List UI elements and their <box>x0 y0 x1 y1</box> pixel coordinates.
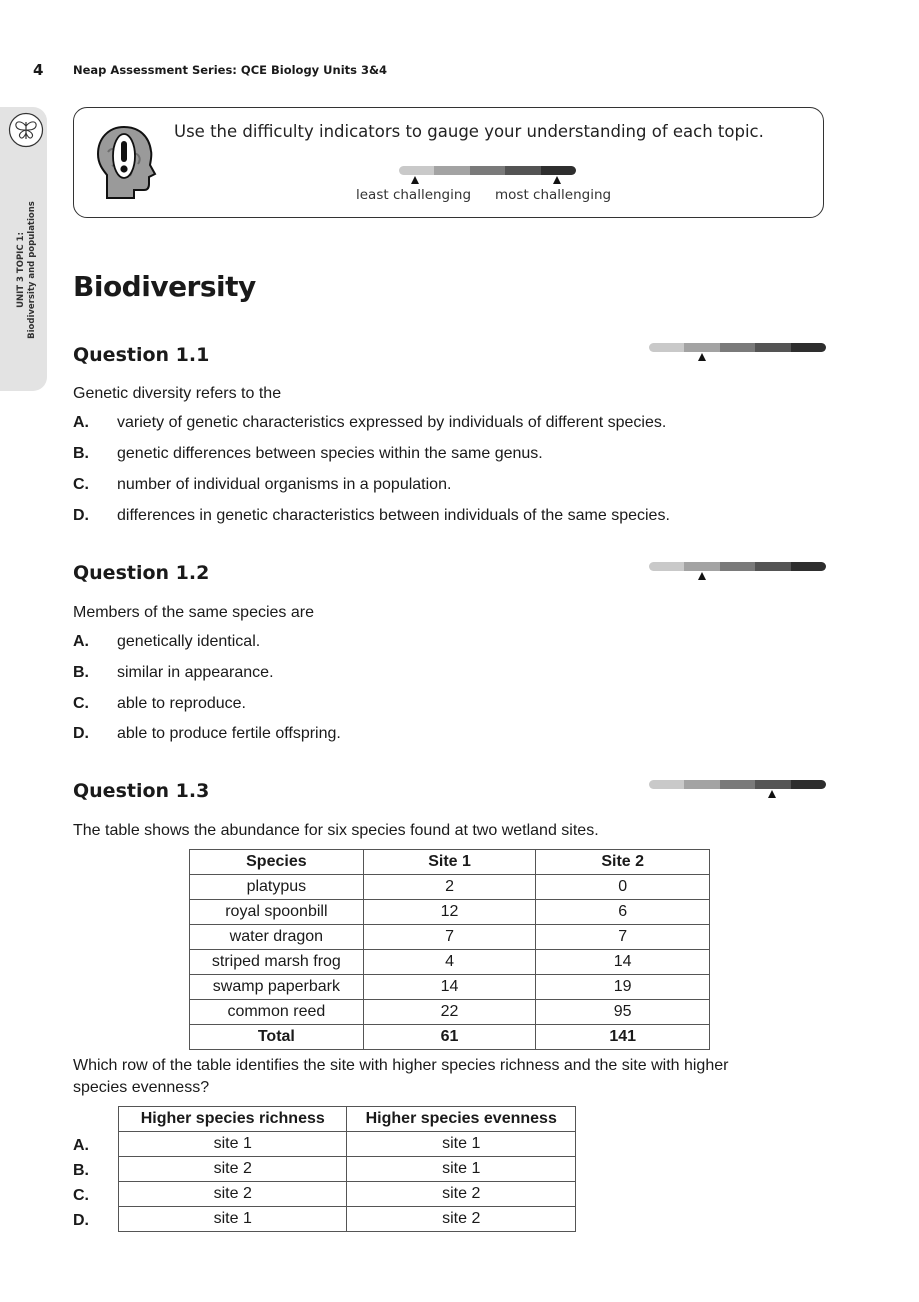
richness-cell: site 2 <box>119 1182 347 1207</box>
question-1-1-title: Question 1.1 <box>73 344 210 366</box>
table-row <box>190 900 710 925</box>
question-1-1-option-c[interactable] <box>73 476 451 494</box>
difficulty-segment <box>541 166 576 175</box>
evenness-cell: site 2 <box>347 1182 576 1207</box>
option-letter: D. <box>73 725 89 742</box>
least-arrow <box>411 176 419 184</box>
question-1-3-prompt-line-2: species evenness? <box>73 1079 210 1096</box>
answer-options-table <box>118 1106 576 1232</box>
option-letter: C. <box>73 476 89 493</box>
series-title: Neap Assessment Series: QCE Biology Units 3&4 <box>73 63 388 77</box>
difficulty-segment <box>470 166 505 175</box>
header-richness: Higher species richness <box>119 1107 347 1132</box>
least-challenging-label: least challenging <box>356 187 472 203</box>
page-header <box>33 60 387 80</box>
total-site-1: 61 <box>363 1025 536 1050</box>
species-cell: swamp paperbark <box>190 975 364 1000</box>
total-label: Total <box>190 1025 364 1050</box>
richness-cell: site 1 <box>119 1207 347 1232</box>
question-1-1-stem: Genetic diversity refers to the <box>73 385 282 402</box>
section-title: Biodiversity <box>73 270 256 303</box>
question-1-2-option-b[interactable] <box>73 664 274 682</box>
head-exclamation-icon <box>94 124 160 202</box>
difficulty-segment <box>434 166 469 175</box>
difficulty-info-box <box>73 107 824 218</box>
difficulty-segment <box>755 343 790 352</box>
site-2-cell: 95 <box>536 1000 710 1025</box>
option-text: genetically identical. <box>117 633 261 650</box>
site-1-cell: 12 <box>363 900 536 925</box>
evenness-cell: site 1 <box>347 1132 576 1157</box>
difficulty-segment <box>649 780 684 789</box>
site-1-cell: 2 <box>363 875 536 900</box>
most-arrow <box>553 176 561 184</box>
side-tab-topic: Biodiversity and populations <box>27 201 37 339</box>
difficulty-segment <box>755 780 790 789</box>
option-letter: D. <box>73 507 89 524</box>
option-letter: C. <box>73 695 89 712</box>
header-evenness: Higher species evenness <box>347 1107 576 1132</box>
answer-letter-a: A. <box>73 1137 89 1154</box>
question-1-3-title: Question 1.3 <box>73 780 210 802</box>
table-header-row <box>190 850 710 875</box>
option-text: genetic differences between species within the same genus. <box>117 445 543 462</box>
option-text: able to reproduce. <box>117 695 246 712</box>
side-tab-unit: UNIT 3 TOPIC 1: <box>16 232 26 308</box>
option-letter: B. <box>73 445 89 462</box>
option-text: differences in genetic characteristics between individuals of the same species. <box>117 507 670 524</box>
option-text: number of individual organisms in a population. <box>117 476 452 493</box>
difficulty-segment <box>505 166 540 175</box>
site-2-cell: 0 <box>536 875 710 900</box>
question-1-2-stem: Members of the same species are <box>73 604 314 621</box>
question-1-1-difficulty <box>649 343 826 352</box>
site-2-cell: 6 <box>536 900 710 925</box>
question-1-1-option-d[interactable] <box>73 507 670 525</box>
species-cell: water dragon <box>190 925 364 950</box>
butterfly-icon <box>8 112 44 148</box>
difficulty-segment <box>720 780 755 789</box>
question-1-2-difficulty <box>649 562 826 571</box>
difficulty-segment <box>649 562 684 571</box>
difficulty-segment <box>720 343 755 352</box>
question-1-3-prompt-line-1: Which row of the table identifies the site with higher species richness and the site with higher <box>73 1057 729 1074</box>
option-letter: B. <box>73 664 89 681</box>
difficulty-segment <box>649 343 684 352</box>
species-cell: royal spoonbill <box>190 900 364 925</box>
answer-row-a[interactable] <box>119 1132 576 1157</box>
difficulty-scale-legend <box>399 166 576 175</box>
answer-row-d[interactable] <box>119 1207 576 1232</box>
difficulty-level-arrow <box>698 572 706 580</box>
question-1-2-option-d[interactable] <box>73 725 341 743</box>
richness-cell: site 1 <box>119 1132 347 1157</box>
richness-cell: site 2 <box>119 1157 347 1182</box>
species-cell: platypus <box>190 875 364 900</box>
difficulty-level-arrow <box>698 353 706 361</box>
question-1-3-stem: The table shows the abundance for six species found at two wetland sites. <box>73 822 599 839</box>
evenness-cell: site 2 <box>347 1207 576 1232</box>
option-text: able to produce fertile offspring. <box>117 725 341 742</box>
site-1-cell: 22 <box>363 1000 536 1025</box>
site-1-cell: 14 <box>363 975 536 1000</box>
answer-letter-c: C. <box>73 1187 89 1204</box>
table-row <box>190 1000 710 1025</box>
difficulty-segment <box>791 780 826 789</box>
table-row <box>190 925 710 950</box>
option-letter: A. <box>73 633 89 650</box>
answer-letter-d: D. <box>73 1212 89 1229</box>
species-cell: striped marsh frog <box>190 950 364 975</box>
header-species: Species <box>190 850 364 875</box>
option-text: variety of genetic characteristics expressed by individuals of different species. <box>117 414 667 431</box>
answer-letter-b: B. <box>73 1162 89 1179</box>
table-row <box>190 975 710 1000</box>
difficulty-segment <box>755 562 790 571</box>
option-letter: A. <box>73 414 89 431</box>
difficulty-segment <box>684 562 719 571</box>
question-1-2-option-c[interactable] <box>73 695 246 713</box>
species-cell: common reed <box>190 1000 364 1025</box>
difficulty-segment <box>720 562 755 571</box>
page-number: 4 <box>33 61 44 79</box>
site-2-cell: 19 <box>536 975 710 1000</box>
site-1-cell: 4 <box>363 950 536 975</box>
difficulty-segment <box>791 343 826 352</box>
answer-row-c[interactable] <box>119 1182 576 1207</box>
difficulty-segment <box>791 562 826 571</box>
site-2-cell: 14 <box>536 950 710 975</box>
abundance-table <box>189 849 710 1050</box>
site-1-cell: 7 <box>363 925 536 950</box>
table-row <box>190 950 710 975</box>
evenness-cell: site 1 <box>347 1157 576 1182</box>
question-1-1-option-b[interactable] <box>73 445 543 463</box>
question-1-3-difficulty <box>649 780 826 789</box>
difficulty-level-arrow <box>768 790 776 798</box>
option-text: similar in appearance. <box>117 664 274 681</box>
question-1-2-option-a[interactable] <box>73 633 260 651</box>
info-text: Use the difficulty indicators to gauge your understanding of each topic. <box>174 122 764 141</box>
question-1-2-title: Question 1.2 <box>73 562 210 584</box>
total-site-2: 141 <box>536 1025 710 1050</box>
answer-row-b[interactable] <box>119 1157 576 1182</box>
difficulty-segment <box>684 780 719 789</box>
table-row <box>190 875 710 900</box>
most-challenging-label: most challenging <box>495 187 612 203</box>
difficulty-segment <box>684 343 719 352</box>
header-site-1: Site 1 <box>363 850 536 875</box>
table-total-row <box>190 1025 710 1050</box>
site-2-cell: 7 <box>536 925 710 950</box>
answer-header-row <box>119 1107 576 1132</box>
question-1-1-option-a[interactable] <box>73 414 666 432</box>
difficulty-segment <box>399 166 434 175</box>
header-site-2: Site 2 <box>536 850 710 875</box>
